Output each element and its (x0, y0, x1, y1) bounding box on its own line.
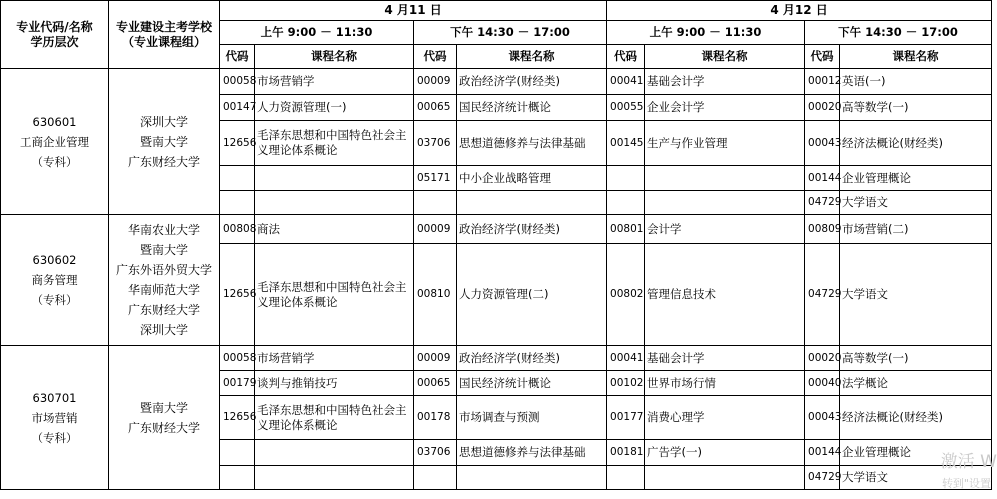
course-code: 00020 (805, 95, 840, 121)
header-school: 专业建设主考学校 （专业课程组） (109, 1, 220, 69)
school-name: 深圳大学 (139, 323, 188, 337)
major-level: （专科） (31, 293, 78, 307)
course-name (645, 166, 805, 191)
course-name: 思想道德修养与法律基础 (457, 121, 607, 166)
header-code: 代码 (220, 45, 255, 69)
course-name: 经济法概论(财经类) (840, 396, 992, 440)
course-code: 00145 (607, 121, 645, 166)
course-code: 00802 (607, 244, 645, 346)
course-name: 法学概论 (840, 371, 992, 396)
course-code: 00181 (607, 440, 645, 466)
major-major-code: 630601 (32, 114, 77, 129)
activation-watermark-hint: 转到"设置 (941, 477, 991, 490)
course-code: 12656 (220, 396, 255, 440)
course-name: 政治经济学(财经类) (457, 346, 607, 371)
course-name: 基础会计学 (645, 346, 805, 371)
course-code: 00058 (220, 69, 255, 95)
course-code: 04729 (805, 244, 840, 346)
course-code: 00102 (607, 371, 645, 396)
table-row (1, 215, 992, 244)
header-code: 代码 (805, 45, 840, 69)
course-code: 03706 (414, 121, 457, 166)
course-code: 04729 (805, 191, 840, 215)
course-name: 人力资源管理(一) (255, 95, 414, 121)
major-cell (1, 69, 109, 215)
course-name: 生产与作业管理 (645, 121, 805, 166)
course-name (255, 440, 414, 466)
course-name: 消费心理学 (645, 396, 805, 440)
course-name (255, 191, 414, 215)
course-name: 大学语文 (840, 191, 992, 215)
course-code: 00065 (414, 95, 457, 121)
course-code: 00043 (805, 396, 840, 440)
course-name: 中小企业战略管理 (457, 166, 607, 191)
course-code: 00041 (607, 346, 645, 371)
course-code: 00009 (414, 346, 457, 371)
school-name: 暨南大学 (139, 400, 188, 415)
course-name: 经济法概论(财经类) (840, 121, 992, 166)
school-name: 深圳大学 (139, 114, 188, 129)
course-code: 00810 (414, 244, 457, 346)
course-name: 世界市场行情 (645, 371, 805, 396)
course-name: 人力资源管理(二) (457, 244, 607, 346)
course-name: 谈判与推销技巧 (255, 371, 414, 396)
school-name: 广东外语外贸大学 (115, 263, 212, 277)
course-name: 市场营销学 (255, 346, 414, 371)
course-code: 00179 (220, 371, 255, 396)
header-course: 课程名称 (645, 45, 805, 69)
activation-watermark: 激活 W (940, 452, 997, 472)
table-row (1, 69, 992, 95)
course-code (220, 166, 255, 191)
school-name: 华南师范大学 (127, 283, 200, 297)
course-code: 00147 (220, 95, 255, 121)
course-code: 00178 (414, 396, 457, 440)
header-course: 课程名称 (255, 45, 414, 69)
school-name: 暨南大学 (139, 134, 188, 149)
major-level: （专科） (31, 154, 78, 169)
course-code: 00144 (805, 440, 840, 466)
course-name: 广告学(一) (645, 440, 805, 466)
table-row (1, 346, 992, 371)
course-name: 国民经济统计概论 (457, 371, 607, 396)
course-name (457, 191, 607, 215)
header-d1-am: 上午 9:00 － 11:30 (220, 21, 414, 45)
course-name: 管理信息技术 (645, 244, 805, 346)
course-name: 高等数学(一) (840, 346, 992, 371)
major-cell (1, 346, 109, 490)
course-code (607, 466, 645, 490)
header-major: 专业代码/名称 学历层次 (1, 1, 109, 69)
header-day1: 4 月11 日 (220, 1, 607, 21)
course-name: 高等数学(一) (840, 95, 992, 121)
school-name: 广东财经大学 (127, 303, 200, 317)
course-name: 大学语文 (840, 466, 992, 490)
major-major-code: 630602 (32, 253, 77, 267)
course-code (220, 440, 255, 466)
course-name: 市场营销学 (255, 69, 414, 95)
course-code: 12656 (220, 121, 255, 166)
school-name: 暨南大学 (139, 243, 188, 257)
school-cell (109, 215, 220, 346)
course-code: 00009 (414, 69, 457, 95)
course-code: 00040 (805, 371, 840, 396)
course-name (645, 466, 805, 490)
major-major-name: 商务管理 (31, 273, 78, 287)
header-code: 代码 (607, 45, 645, 69)
course-name: 毛泽东思想和中国特色社会主义理论体系概论 (255, 244, 414, 346)
course-name: 企业会计学 (645, 95, 805, 121)
course-name: 商法 (255, 215, 414, 244)
course-code: 00020 (805, 346, 840, 371)
school-cell (109, 346, 220, 490)
course-code (607, 191, 645, 215)
school-cell (109, 69, 220, 215)
header-d2-pm: 下午 14:30 － 17:00 (805, 21, 992, 45)
course-code: 00808 (220, 215, 255, 244)
course-code: 12656 (220, 244, 255, 346)
course-name: 企业管理概论 (840, 440, 992, 466)
course-name (255, 466, 414, 490)
course-name: 市场营销(二) (840, 215, 992, 244)
course-name: 企业管理概论 (840, 166, 992, 191)
course-code: 05171 (414, 166, 457, 191)
course-name: 思想道德修养与法律基础 (457, 440, 607, 466)
course-code: 00065 (414, 371, 457, 396)
course-code (607, 166, 645, 191)
course-name: 英语(一) (840, 69, 992, 95)
course-code: 00009 (414, 215, 457, 244)
course-code: 00144 (805, 166, 840, 191)
course-name: 毛泽东思想和中国特色社会主义理论体系概论 (255, 396, 414, 440)
course-code: 00809 (805, 215, 840, 244)
course-name (457, 466, 607, 490)
header-d1-pm: 下午 14:30 － 17:00 (414, 21, 607, 45)
course-name: 政治经济学(财经类) (457, 215, 607, 244)
school-name: 华南农业大学 (127, 223, 200, 237)
course-code (220, 466, 255, 490)
major-cell (1, 215, 109, 346)
course-code (414, 466, 457, 490)
course-code: 04729 (805, 466, 840, 490)
major-major-name: 市场营销 (31, 410, 78, 425)
major-major-name: 工商企业管理 (20, 134, 89, 149)
course-code: 00043 (805, 121, 840, 166)
major-major-code: 630701 (32, 390, 77, 405)
header-code: 代码 (414, 45, 457, 69)
course-name: 市场调查与预测 (457, 396, 607, 440)
header-day2: 4 月12 日 (607, 1, 992, 21)
course-code: 00055 (607, 95, 645, 121)
course-code: 00041 (607, 69, 645, 95)
course-code: 03706 (414, 440, 457, 466)
course-name: 会计学 (645, 215, 805, 244)
course-code: 00177 (607, 396, 645, 440)
course-name (645, 191, 805, 215)
course-code (414, 191, 457, 215)
course-code: 00801 (607, 215, 645, 244)
course-name: 基础会计学 (645, 69, 805, 95)
course-code (220, 191, 255, 215)
header-course: 课程名称 (457, 45, 607, 69)
course-name (255, 166, 414, 191)
header-row-day (1, 1, 992, 21)
school-name: 广东财经大学 (127, 154, 200, 169)
course-name: 政治经济学(财经类) (457, 69, 607, 95)
course-name: 大学语文 (840, 244, 992, 346)
school-name: 广东财经大学 (127, 420, 200, 435)
major-level: （专科） (31, 430, 78, 445)
course-code: 00012 (805, 69, 840, 95)
header-d2-am: 上午 9:00 － 11:30 (607, 21, 805, 45)
course-name: 国民经济统计概论 (457, 95, 607, 121)
header-course: 课程名称 (840, 45, 992, 69)
course-code: 00058 (220, 346, 255, 371)
course-name: 毛泽东思想和中国特色社会主义理论体系概论 (255, 121, 414, 166)
